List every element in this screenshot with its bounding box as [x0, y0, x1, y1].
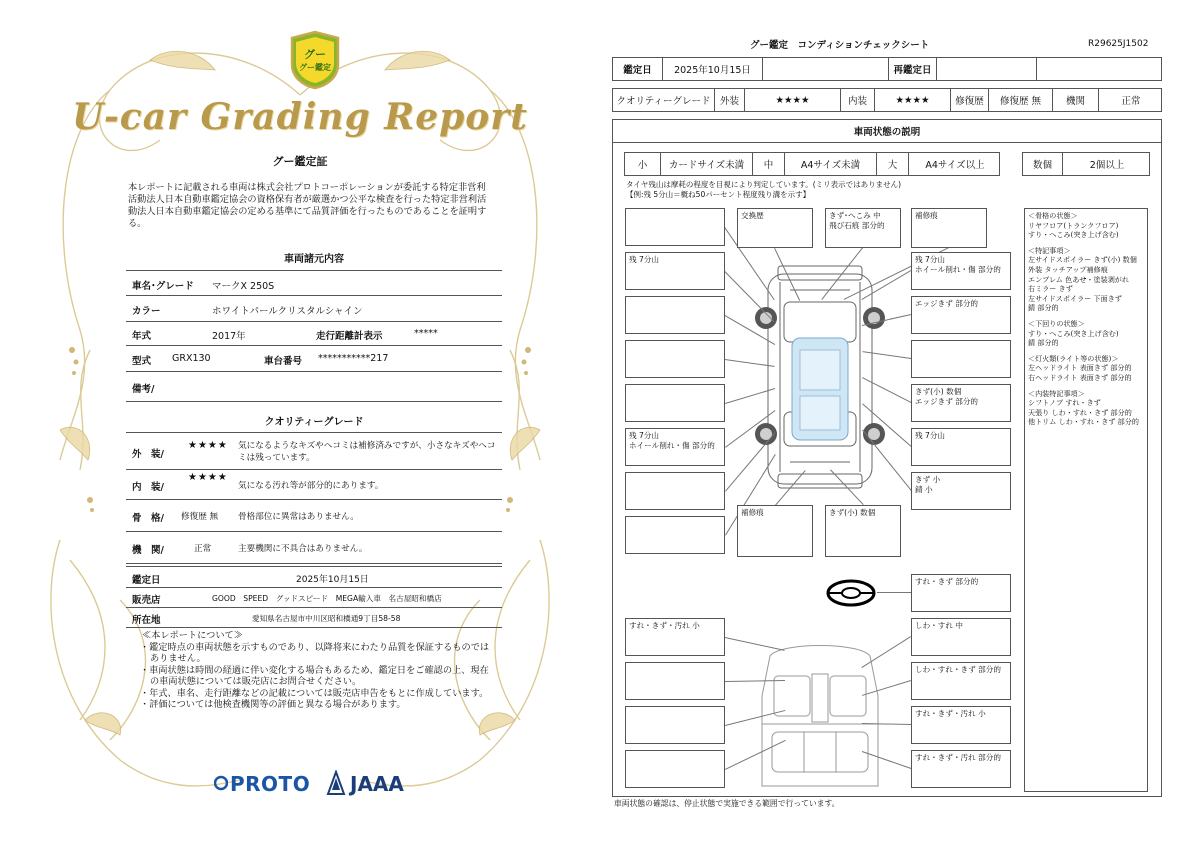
year-label: 年式 [132, 331, 152, 342]
dealer-label: 販売店 [132, 595, 161, 606]
interior-stars: ★★★★ [188, 472, 228, 483]
notes-title: ≪本レポートについて≫ [142, 630, 243, 641]
side-note-line: ＜内装特記事項＞ [1028, 388, 1085, 398]
side-note-line: 錆 部分的 [1028, 338, 1059, 348]
model-label: 型式 [132, 356, 152, 367]
condition-check-sheet [600, 0, 1200, 848]
condition-label-box: すれ・きず・汚れ 小 [911, 706, 1011, 744]
exterior-stars: ★★★★ [188, 440, 228, 451]
side-note-line: すり・へこみ(突き上げ含む) [1028, 328, 1119, 338]
engine-label: 機 関/ [132, 545, 164, 556]
info-row-address [126, 608, 502, 628]
size-small: 小 [625, 153, 661, 175]
size-large-desc: A4サイズ以上 [925, 160, 985, 171]
goo-kantei-badge-icon [286, 30, 344, 90]
engine-value: 正常 [194, 544, 212, 554]
sheet-title: グー鑑定 コンディションチェックシート [750, 40, 930, 51]
specs-section-title: 車両諸元内容 [284, 254, 344, 265]
car-interior-diagram [750, 636, 890, 788]
side-note-line: エンブレム 色あせ・塗装剥がれ [1028, 274, 1129, 284]
spec-row-color [126, 296, 502, 322]
condition-label-box [625, 472, 725, 510]
mileage-label: 走行距離計表示 [316, 331, 383, 342]
frame-desc: 骨格部位に異常はありません。 [238, 512, 359, 522]
car-name-value: マークX 250S [212, 281, 275, 292]
condition-label-box [625, 750, 725, 788]
int-stars: ★★★★ [875, 89, 951, 111]
proto-logo-text: PROTO [230, 772, 311, 796]
condition-label-box: きず 小 錆 小 [911, 472, 1011, 510]
tire-note-1: タイヤ残山は摩耗の程度を目視により判定しています。(ミリ表示ではありません) [626, 180, 902, 189]
quality-row [612, 88, 1162, 112]
tire-note-2: 【例:残 5分山＝概ね50パーセント程度残り溝を示す】 [626, 190, 811, 199]
condition-label-box: 残 7分山 [911, 428, 1011, 466]
count-label: 数個 [1023, 153, 1063, 175]
grade-row-exterior [126, 434, 502, 470]
size-large: 大 [877, 153, 909, 175]
note-item: ・車両状態は時間の経過に伴い変化する場合もあるため、鑑定日をご確認の上、現在の車両状態については販売店にお問合せください。 [140, 664, 489, 687]
condition-label-box [911, 340, 1011, 378]
note-item: ・年式、車名、走行距離などの記載については販売店申告をもとに作成しています。 [140, 687, 489, 699]
chassis-value: ***********217 [318, 353, 389, 364]
date-label: 鑑定日 [132, 575, 161, 586]
condition-label-box [625, 516, 725, 554]
grade-row-interior [126, 470, 502, 500]
condition-label-box [625, 384, 725, 422]
date-row [612, 57, 1162, 81]
condition-label-box: 補修痕 [911, 208, 987, 248]
side-note-line: シフトノブ すれ・きず [1028, 398, 1101, 408]
svg-text:グー: グー [304, 48, 326, 61]
car-name-label: 車名･グレード [132, 281, 194, 292]
interior-label: 内 装/ [132, 482, 164, 493]
side-note-line: 右ミラー きず [1028, 284, 1073, 294]
condition-label-box [625, 340, 725, 378]
condition-label-box: きず(小) 数個 エッジきず 部分的 [911, 384, 1011, 422]
frame-value: 修復歴 無 [181, 512, 219, 522]
date-value: 2025年10月15日 [663, 58, 763, 80]
report-script-title: U-car Grading Report [72, 96, 528, 138]
side-note-line: 左サイドスポイラー きず(小) 数個 [1028, 255, 1137, 265]
condition-label-box: きず(小) 数個 [825, 505, 901, 557]
condition-label-box [625, 706, 725, 744]
info-row-date [126, 566, 502, 588]
year-value: 2017年 [212, 331, 246, 342]
color-label: カラー [132, 306, 161, 317]
condition-label-box: 交換歴 [737, 208, 813, 248]
date-blank [763, 58, 889, 80]
chassis-label: 車台番号 [264, 356, 303, 367]
count-legend [1022, 152, 1150, 176]
condition-label-box [625, 662, 725, 700]
condition-label-box: すれ・きず・汚れ 小 [625, 618, 725, 656]
model-value: GRX130 [172, 353, 211, 364]
condition-label-box: すれ・きず 部分的 [911, 574, 1011, 612]
interior-desc: 気になる汚れ等が部分的にあります。 [238, 481, 384, 491]
count-desc: 2個以上 [1089, 160, 1125, 171]
condition-label-box: エッジきず 部分的 [911, 296, 1011, 334]
grade-row-frame [126, 500, 502, 532]
color-value: ホワイトパールクリスタルシャイン [212, 306, 363, 317]
side-note-line: 錆 部分的 [1028, 303, 1059, 313]
footer-note: 車両状態の確認は、停止状態で実施できる範囲で行っています。 [614, 799, 840, 808]
repair-label: 修復歴 [951, 89, 989, 111]
side-note-line: リヤフロア(トランクフロア) [1028, 220, 1119, 230]
mileage-value: ***** [414, 328, 438, 339]
qg-label: クオリティーグレード [613, 89, 715, 111]
jaaa-logo-icon [326, 770, 346, 796]
size-legend [624, 152, 1000, 176]
certificate-text: 本レポートに記載される車両は株式会社プロトコーポレーションが委託する特定非営利活動法人日本自動車鑑定協会の資格保有者が厳選かつ公平な検査を行った特定非営利活動法人日本自動車鑑定協会の定める基準にて品質評価を行ったものであることを証明する。 [128, 182, 487, 229]
jaaa-logo-text: JAAA [350, 772, 404, 796]
size-mid: 中 [753, 153, 785, 175]
condition-label-box: 残 7分山 ホイール削れ・傷 部分的 [911, 252, 1011, 290]
condition-label-box: すれ・きず・汚れ 部分的 [911, 750, 1011, 788]
size-mid-desc: A4サイズ未満 [785, 153, 877, 175]
repair-value: 修復歴 無 [989, 89, 1053, 111]
recheck-value [937, 58, 1037, 80]
recheck-blank [1037, 58, 1163, 80]
exterior-label: 外 装/ [132, 449, 164, 460]
frame-label: 骨 格/ [132, 513, 164, 524]
spec-row-model [126, 346, 502, 372]
side-note-line: ＜骨格の状態＞ [1028, 211, 1078, 220]
remarks-label: 備考/ [132, 384, 155, 395]
exterior-desc: 気になるようなキズやヘコミは補修済みですが、小さなキズやヘコミは残っています。 [238, 441, 496, 463]
info-row-dealer [126, 588, 502, 608]
note-item: ・評価については他検査機関等の評価と異なる場合があります。 [140, 699, 406, 710]
condition-label-box: 補修痕 [737, 505, 813, 557]
note-item: ・鑑定時点の車両状態を示すものであり、以降将来にわたり品質を保証するものではありません。 [140, 641, 490, 664]
spec-row-year [126, 322, 502, 346]
engine-value: 正常 [1121, 96, 1141, 107]
grade-row-engine [126, 532, 502, 564]
side-note-line: ＜灯火類(ライト等の状態)＞ [1028, 353, 1119, 363]
proto-logo-icon [214, 775, 228, 793]
engine-desc: 主要機関に不具合はありません。 [238, 544, 368, 554]
date-value: 2025年10月15日 [296, 575, 369, 585]
steering-wheel-icon [825, 578, 877, 608]
engine-label: 機関 [1053, 89, 1099, 111]
quality-divider [126, 432, 502, 433]
condition-label-box: しわ・すれ・きず 部分的 [911, 662, 1011, 700]
badge-label: グー鑑定 [299, 63, 331, 72]
dealer-value: GOOD SPEED グッドスピード MEGA輸入車 名古屋昭和橋店 [212, 594, 442, 603]
side-note-line: 右ヘッドライト 表面きず 部分的 [1028, 372, 1132, 382]
side-note-line: ＜特記事項＞ [1028, 245, 1071, 255]
side-note-line: 他トリム しわ・すれ・きず 部分的 [1028, 417, 1139, 427]
side-note-line: 外装 タッチアップ補修痕 [1028, 264, 1108, 274]
certificate-title: グー鑑定証 [272, 155, 328, 168]
side-notes [1028, 211, 1148, 427]
quality-section-title: クオリティーグレード [264, 417, 364, 428]
recheck-label: 再鑑定日 [889, 58, 937, 80]
side-note-line: ＜下回りの状態＞ [1028, 318, 1085, 328]
address-label: 所在地 [132, 615, 161, 626]
report-notes [138, 630, 493, 711]
condition-label-box: きず･へこみ 中 飛び石痕 部分的 [825, 208, 901, 248]
sheet-id: R29625J1502 [1088, 39, 1149, 49]
side-note-line: すり・へこみ(突き上げ含む) [1028, 230, 1119, 240]
ext-stars: ★★★★ [745, 89, 841, 111]
side-note-line: 左サイドスポイラー 下面きず [1028, 293, 1122, 303]
condition-label-box: 残 7分山 ホイール削れ・傷 部分的 [625, 428, 725, 466]
ext-label: 外装 [715, 89, 745, 111]
spec-row-car-name [126, 270, 502, 296]
int-label: 内装 [841, 89, 875, 111]
date-label: 鑑定日 [613, 58, 663, 80]
size-small-desc: カードサイズ未満 [661, 153, 753, 175]
side-note-line: 左ヘッドライト 表面きず 部分的 [1028, 363, 1132, 373]
spec-row-remarks [126, 372, 502, 402]
condition-title: 車両状態の説明 [612, 119, 1162, 143]
condition-label-box [625, 208, 725, 246]
condition-label-box [625, 296, 725, 334]
side-note-line: 天張り しわ・すれ・きず 部分的 [1028, 407, 1132, 417]
address-value: 愛知県名古屋市中川区昭和橋通9丁目58-58 [252, 614, 401, 623]
connector-line [877, 592, 911, 593]
condition-label-box: 残 7分山 [625, 252, 725, 290]
condition-label-box: しわ・すれ 中 [911, 618, 1011, 656]
